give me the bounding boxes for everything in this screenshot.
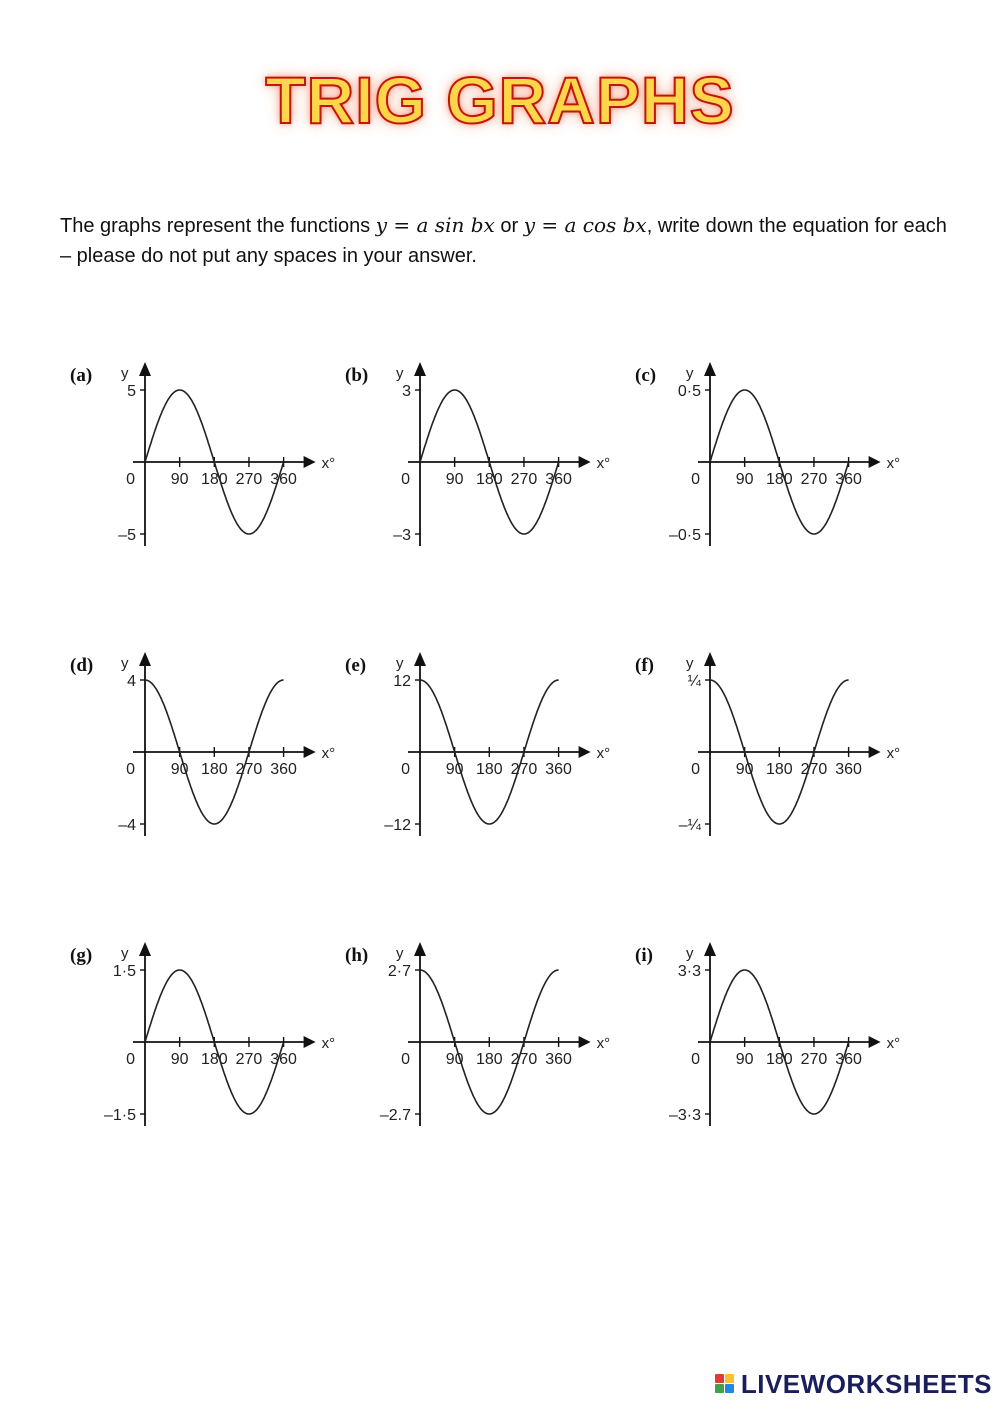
x-tick-label: 360 xyxy=(835,1051,862,1068)
x-tick-label: 270 xyxy=(800,761,828,778)
x-axis-label: x° xyxy=(321,455,336,472)
y-max-label: 5 xyxy=(127,383,136,400)
graph-svg xyxy=(635,355,935,575)
x-tick-label: 270 xyxy=(800,471,828,488)
x-tick-label: 360 xyxy=(545,471,572,488)
graph-label: (c) xyxy=(635,365,657,386)
y-max-label: 0·5 xyxy=(677,383,701,400)
x-axis-arrow-icon xyxy=(579,746,591,758)
brand-name: LIVEWORKSHEETS xyxy=(740,1368,992,1399)
graph-svg xyxy=(345,935,645,1155)
x-tick-label: 360 xyxy=(270,761,297,778)
graph-label: (b) xyxy=(345,365,369,386)
instructions xyxy=(60,210,950,271)
x-axis-arrow-icon xyxy=(869,746,881,758)
graph-c xyxy=(635,355,935,575)
graph-label: (g) xyxy=(70,945,93,966)
logo-square xyxy=(725,1374,734,1383)
graph-svg xyxy=(635,645,935,865)
page-title: TRIG GRAPHS xyxy=(265,63,735,137)
instructions-text-1: The graphs represent the functions xyxy=(60,215,376,237)
y-min-label: –¼ xyxy=(678,817,701,834)
x-tick-label: 180 xyxy=(475,471,503,488)
x-tick-label: 0 xyxy=(401,471,410,488)
footer-brand xyxy=(713,1369,992,1399)
y-axis-arrow-icon xyxy=(704,942,716,956)
liveworksheets-logo-icon xyxy=(713,1372,737,1396)
y-axis-arrow-icon xyxy=(139,652,151,666)
x-tick-label: 180 xyxy=(765,761,793,778)
x-axis-arrow-icon xyxy=(869,1036,881,1048)
x-axis-label: x° xyxy=(886,745,901,762)
graph-f xyxy=(635,645,935,865)
y-min-label: –2.7 xyxy=(379,1107,411,1124)
y-axis-label: y xyxy=(121,655,129,672)
graph-svg xyxy=(345,645,645,865)
x-tick-label: 90 xyxy=(170,471,189,488)
y-axis-arrow-icon xyxy=(704,652,716,666)
y-min-label: –5 xyxy=(118,527,136,544)
logo-square xyxy=(715,1374,724,1383)
x-tick-label: 360 xyxy=(545,761,572,778)
x-tick-label: 270 xyxy=(800,1051,828,1068)
graph-e xyxy=(345,645,645,865)
x-tick-label: 0 xyxy=(691,761,700,778)
graph-label: (d) xyxy=(70,655,94,676)
x-tick-label: 270 xyxy=(235,1051,263,1068)
x-tick-label: 270 xyxy=(235,471,263,488)
y-min-label: –0·5 xyxy=(668,527,701,544)
x-tick-label: 360 xyxy=(835,471,862,488)
y-max-label: 12 xyxy=(393,673,411,690)
y-axis-label: y xyxy=(121,365,129,382)
graph-h xyxy=(345,935,645,1155)
y-min-label: –4 xyxy=(118,817,136,834)
x-axis-arrow-icon xyxy=(304,456,316,468)
y-axis-arrow-icon xyxy=(414,362,426,376)
y-axis-label: y xyxy=(121,945,129,962)
x-tick-label: 90 xyxy=(735,761,754,778)
x-tick-label: 360 xyxy=(545,1051,572,1068)
y-axis-label: y xyxy=(396,655,404,672)
graph-svg xyxy=(70,355,370,575)
y-max-label: 2·7 xyxy=(387,963,411,980)
equation-cos: y = a cos bx xyxy=(523,213,647,237)
x-axis-arrow-icon xyxy=(579,456,591,468)
graph-label: (e) xyxy=(345,655,367,676)
y-axis-arrow-icon xyxy=(414,942,426,956)
y-axis-arrow-icon xyxy=(704,362,716,376)
x-tick-label: 0 xyxy=(691,471,700,488)
x-tick-label: 360 xyxy=(835,761,862,778)
x-tick-label: 270 xyxy=(510,761,538,778)
graph-i xyxy=(635,935,935,1155)
x-axis-label: x° xyxy=(321,745,336,762)
x-tick-label: 270 xyxy=(510,1051,538,1068)
x-tick-label: 90 xyxy=(170,1051,189,1068)
x-axis-arrow-icon xyxy=(304,1036,316,1048)
y-max-label: 3 xyxy=(402,383,411,400)
graph-label: (h) xyxy=(345,945,369,966)
graph-svg xyxy=(70,935,370,1155)
graph-a xyxy=(70,355,370,575)
x-tick-label: 0 xyxy=(401,1051,410,1068)
graph-b xyxy=(345,355,645,575)
x-tick-label: 180 xyxy=(765,471,793,488)
x-tick-label: 90 xyxy=(735,471,754,488)
x-tick-label: 90 xyxy=(445,471,464,488)
y-axis-label: y xyxy=(686,945,694,962)
x-tick-label: 180 xyxy=(200,471,228,488)
y-axis-label: y xyxy=(396,945,404,962)
x-axis-arrow-icon xyxy=(869,456,881,468)
y-axis-label: y xyxy=(686,655,694,672)
x-axis-arrow-icon xyxy=(579,1036,591,1048)
x-tick-label: 180 xyxy=(765,1051,793,1068)
x-tick-label: 0 xyxy=(126,1051,135,1068)
x-tick-label: 90 xyxy=(445,1051,464,1068)
x-tick-label: 0 xyxy=(126,761,135,778)
y-max-label: 4 xyxy=(127,673,136,690)
x-axis-label: x° xyxy=(886,1035,901,1052)
y-min-label: –3·3 xyxy=(668,1107,701,1124)
x-axis-label: x° xyxy=(596,1035,611,1052)
y-max-label: 1·5 xyxy=(112,963,136,980)
x-tick-label: 270 xyxy=(510,471,538,488)
y-axis-arrow-icon xyxy=(139,942,151,956)
graph-d xyxy=(70,645,370,865)
x-axis-label: x° xyxy=(321,1035,336,1052)
y-max-label: ¼ xyxy=(687,673,701,690)
y-axis-label: y xyxy=(396,365,404,382)
x-tick-label: 180 xyxy=(475,1051,503,1068)
x-tick-label: 270 xyxy=(235,761,263,778)
y-axis-arrow-icon xyxy=(139,362,151,376)
x-tick-label: 360 xyxy=(270,1051,297,1068)
x-tick-label: 0 xyxy=(401,761,410,778)
equation-sin: y = a sin bx xyxy=(375,213,495,237)
x-tick-label: 0 xyxy=(126,471,135,488)
x-tick-label: 90 xyxy=(170,761,189,778)
graph-svg xyxy=(70,645,370,865)
x-axis-label: x° xyxy=(596,745,611,762)
x-tick-label: 180 xyxy=(475,761,503,778)
graph-g xyxy=(70,935,370,1155)
y-min-label: –12 xyxy=(384,817,411,834)
x-axis-arrow-icon xyxy=(304,746,316,758)
x-tick-label: 90 xyxy=(735,1051,754,1068)
x-axis-label: x° xyxy=(886,455,901,472)
x-tick-label: 360 xyxy=(270,471,297,488)
graph-label: (i) xyxy=(635,945,653,966)
instructions-text-2: , write down the equation for each – please do not put any spaces in your answer. xyxy=(60,215,947,267)
x-tick-label: 0 xyxy=(691,1051,700,1068)
graph-svg xyxy=(345,355,645,575)
graph-label: (a) xyxy=(70,365,93,386)
x-tick-label: 90 xyxy=(445,761,464,778)
instructions-or: or xyxy=(494,215,524,237)
graph-label: (f) xyxy=(635,655,654,676)
logo-square xyxy=(715,1384,724,1393)
y-axis-label: y xyxy=(686,365,694,382)
logo-square xyxy=(725,1384,734,1393)
y-axis-arrow-icon xyxy=(414,652,426,666)
y-min-label: –3 xyxy=(393,527,411,544)
x-tick-label: 180 xyxy=(200,1051,228,1068)
x-axis-label: x° xyxy=(596,455,611,472)
graph-svg xyxy=(635,935,935,1155)
x-tick-label: 180 xyxy=(200,761,228,778)
y-min-label: –1·5 xyxy=(103,1107,136,1124)
y-max-label: 3·3 xyxy=(677,963,701,980)
